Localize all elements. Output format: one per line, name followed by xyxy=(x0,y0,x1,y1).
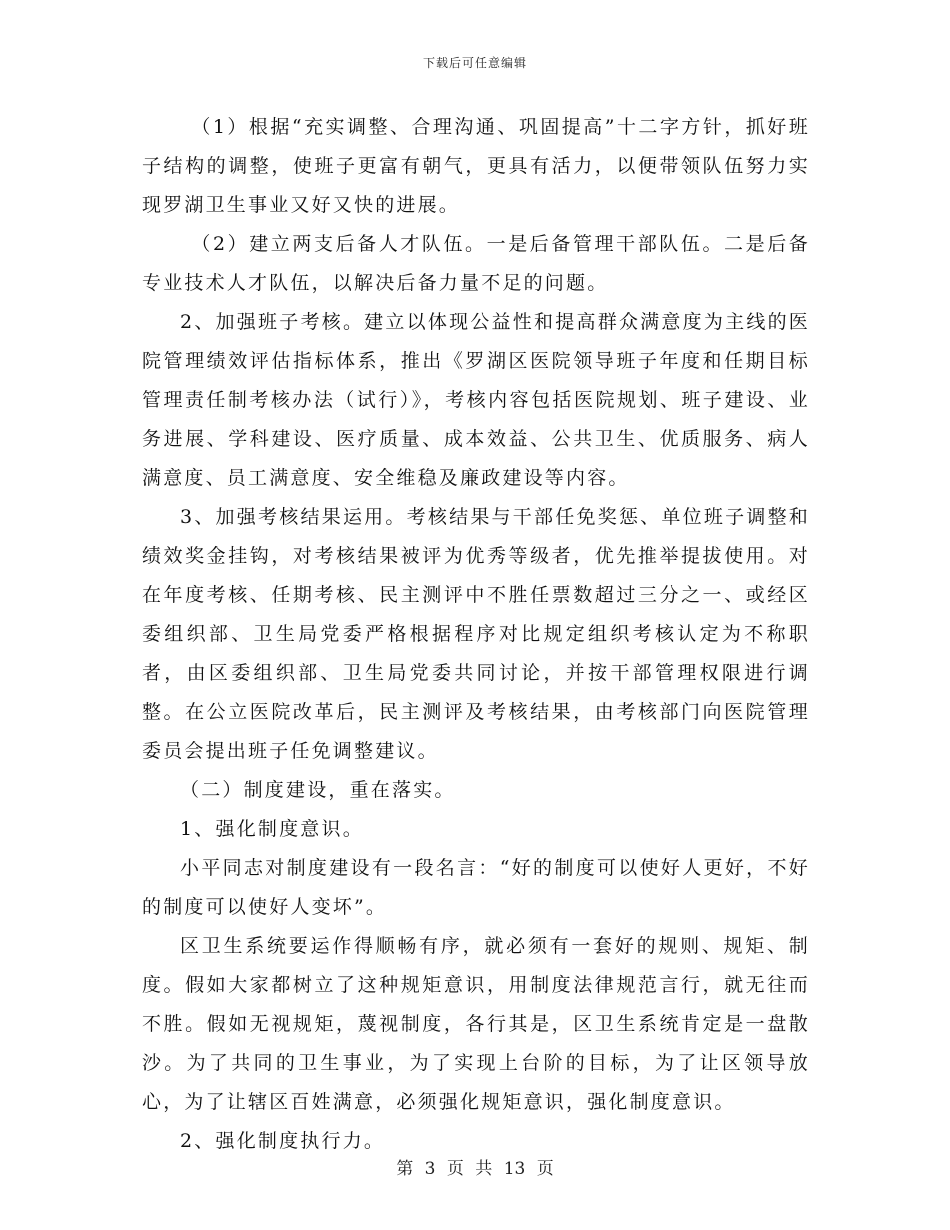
subsection-heading: 1、强化制度意识。 xyxy=(180,818,364,840)
section-heading: （二）制度建设，重在落实。 xyxy=(180,779,456,801)
subsection-heading: 2、强化制度执行力。 xyxy=(180,1130,386,1152)
paragraph: （1）根据“充实调整、合理沟通、巩固提高”十二字方针，抓好班子结构的调整，使班子更富有朝气，更具有活力，以便带领队伍努力实现罗湖卫生事业又好又快的进展。 xyxy=(142,116,810,216)
paragraph: 小平同志对制度建设有一段名言：“好的制度可以使好人更好，不好的制度可以使好人变坏”。 xyxy=(142,857,810,918)
paragraph: 3、加强考核结果运用。考核结果与干部任免奖惩、单位班子调整和绩效奖金挂钩，对考核结果被评为优秀等级者，优先推举提拔使用。对在年度考核、任期考核、民主测评中不胜任票数超过三分之一、或经区委组织部、卫生局党委严格根据程序对比规定组织考核认定为不称职者，由区委组织部、卫生局党委共同讨论，并按干部管理权限进行调整。在公立医院改革后，民主测评及考核结果，由考核部门向医院管理委员会提出班子任免调整建议。 xyxy=(142,506,810,762)
paragraph: （2）建立两支后备人才队伍。一是后备管理干部队伍。二是后备专业技术人才队伍，以解决后备力量不足的问题。 xyxy=(142,233,810,294)
paragraph: 2、加强班子考核。建立以体现公益性和提高群众满意度为主线的医院管理绩效评估指标体系，推出《罗湖区医院领导班子年度和任期目标管理责任制考核办法（试行）》，考核内容包括医院规划、班子建设、业务进展、学科建设、医疗质量、成本效益、公共卫生、优质服务、病人满意度、员工满意度、安全维稳及廉政建设等内容。 xyxy=(142,311,810,489)
paragraph: 区卫生系统要运作得顺畅有序，就必须有一套好的规则、规矩、制度。假如大家都树立了这种规矩意识，用制度法律规范言行，就无往而不胜。假如无视规矩，蔑视制度，各行其是，区卫生系统肯定是一盘散沙。为了共同的卫生事业，为了实现上台阶的目标，为了让区领导放心，为了让辖区百姓满意，必须强化规矩意识，强化制度意识。 xyxy=(142,935,810,1113)
header-note: 下载后可任意编辑 xyxy=(422,56,527,70)
body-text xyxy=(142,108,810,1161)
page-number-footer: 第 3 页 共 13 页 xyxy=(396,1159,554,1179)
